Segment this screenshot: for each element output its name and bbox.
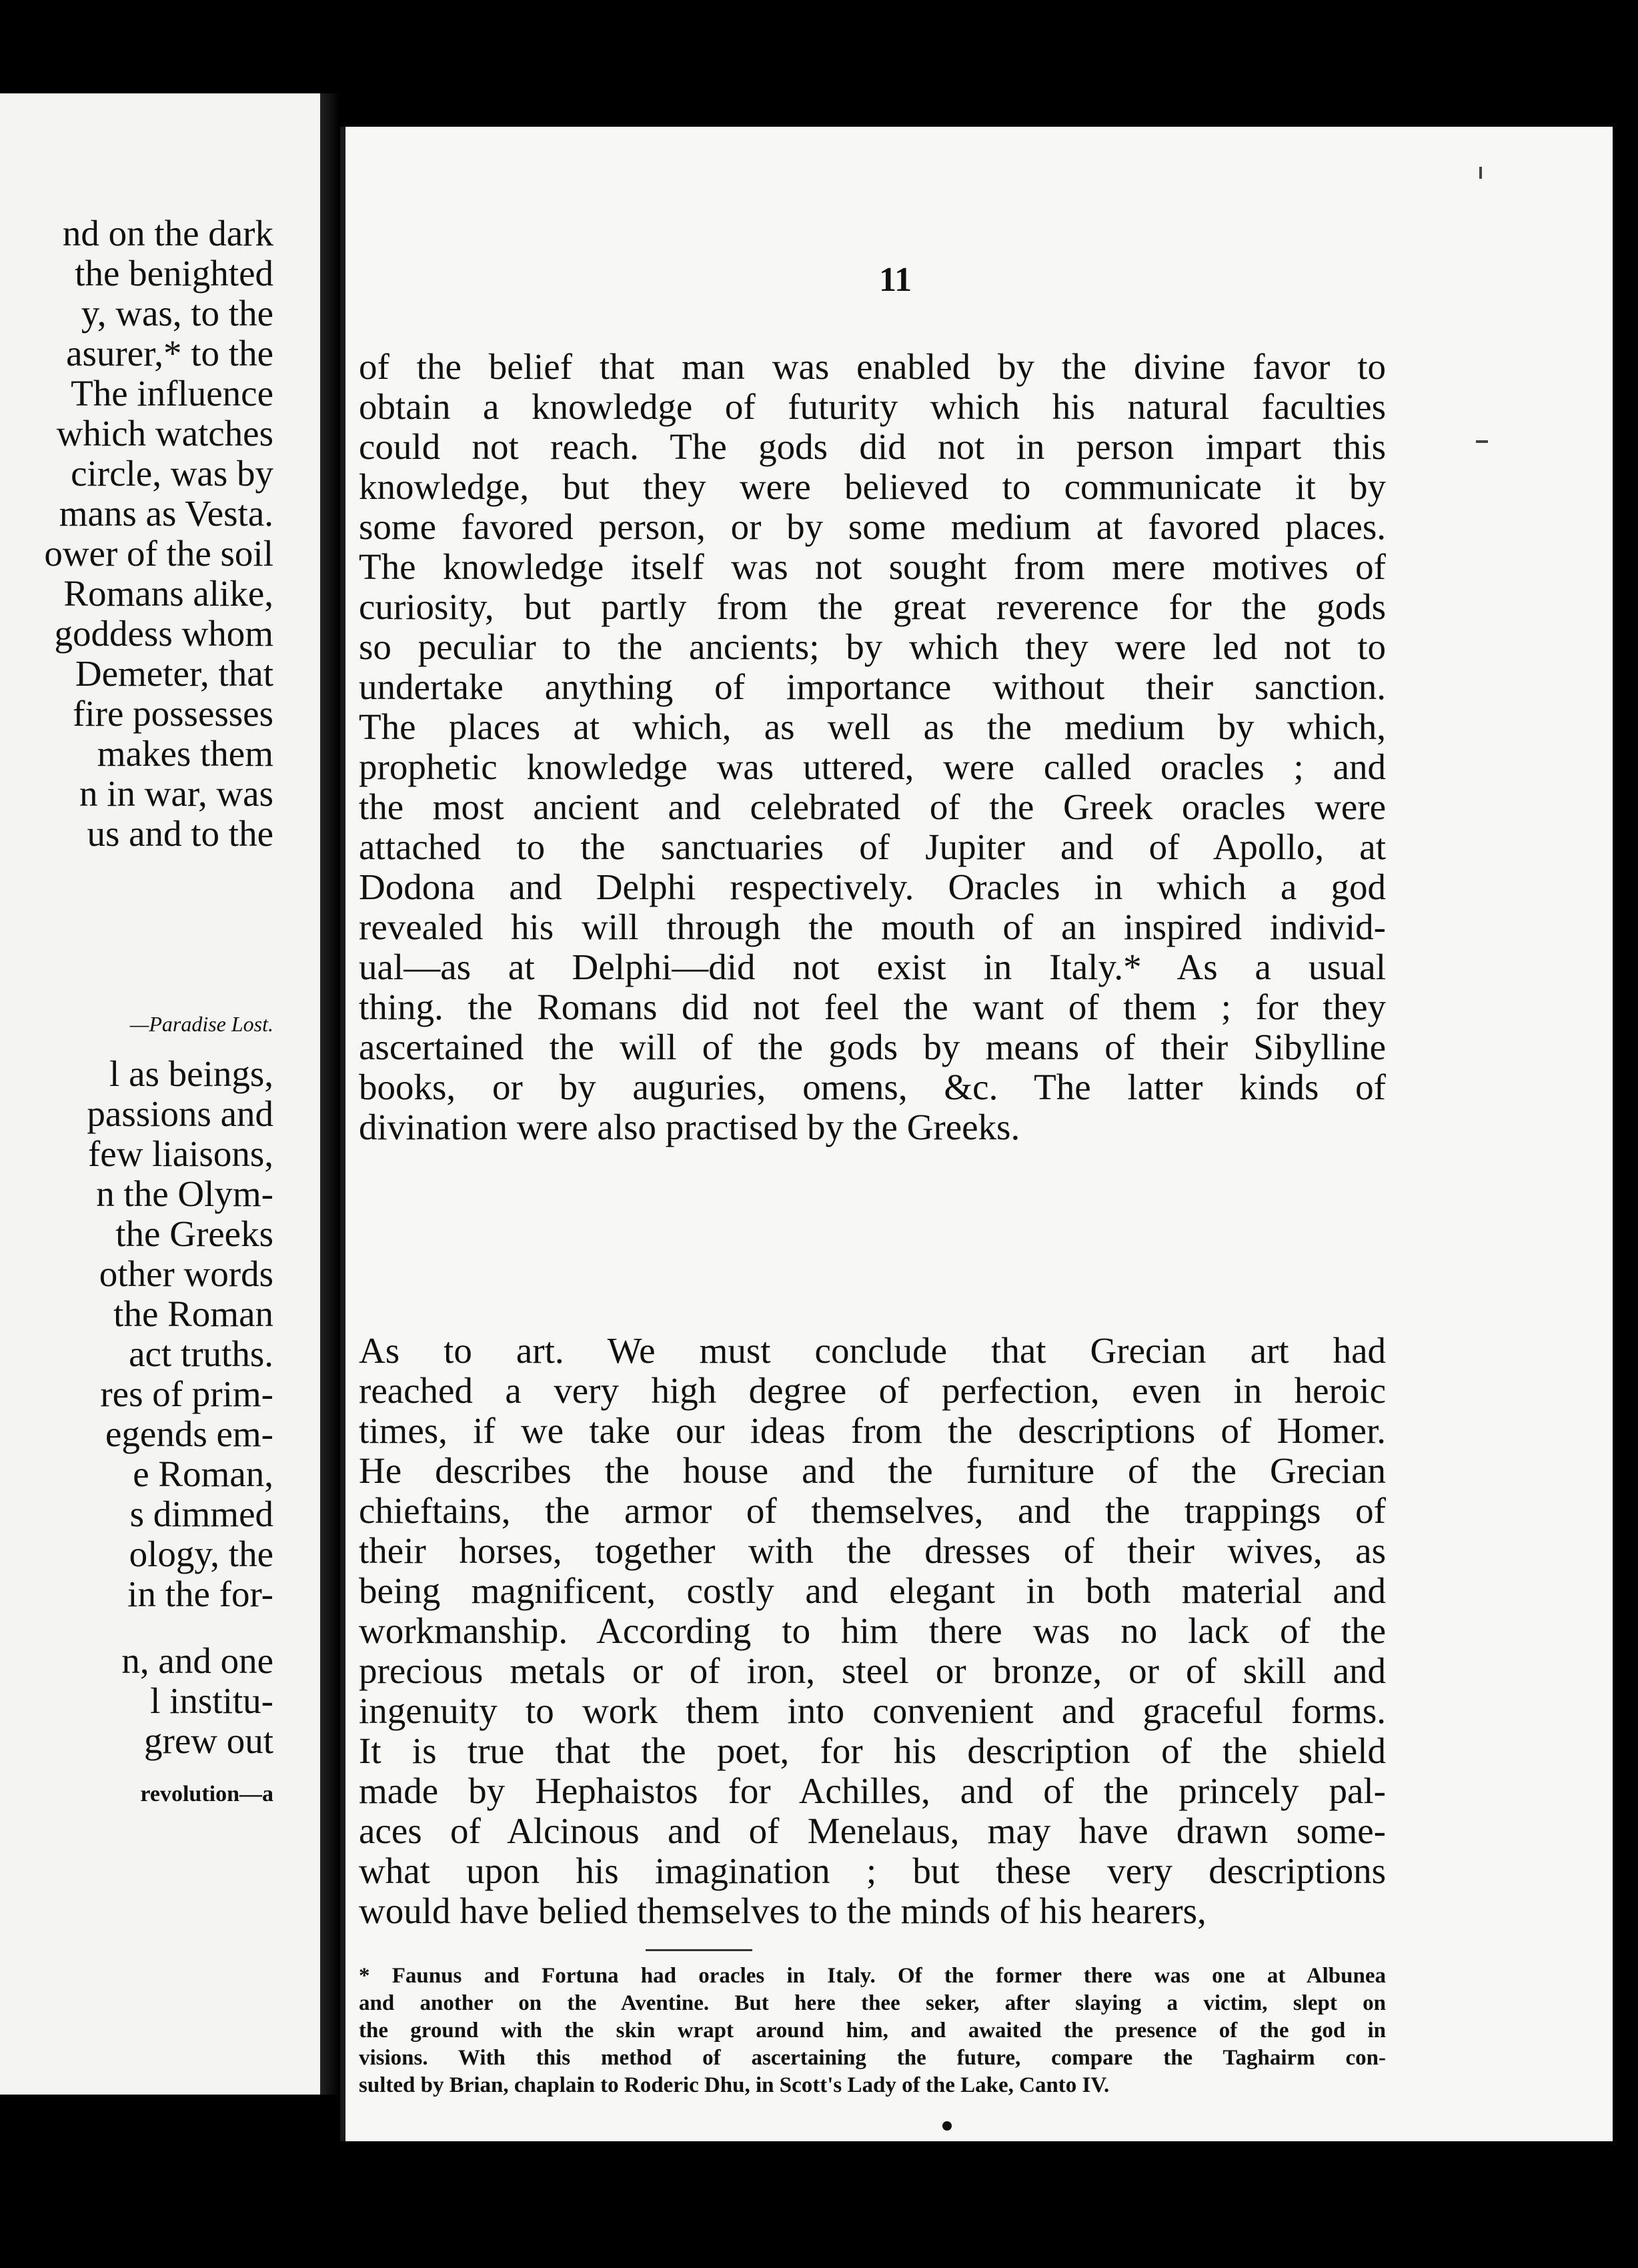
left-page-line: mans as Vesta. — [59, 493, 273, 534]
book-gutter — [320, 93, 340, 2095]
text-line: visions. With this method of ascertaining the future, compare the Taghairm con- — [359, 2046, 1386, 2070]
left-page-line: s dimmed — [129, 1494, 273, 1534]
text-line: the most ancient and celebrated of the Greek oracles were — [359, 786, 1386, 827]
text-line: workmanship. According to him there was no lack of the — [359, 1610, 1386, 1651]
left-page-line: grew out — [144, 1720, 273, 1761]
text-line: undertake anything of importance without their sanction. — [359, 666, 1386, 707]
left-page-line: goddess whom — [54, 613, 273, 654]
text-line: thing. the Romans did not feel the want of them ; for they — [359, 987, 1386, 1027]
left-page-line: nd on the dark — [62, 213, 273, 253]
text-line: could not reach. The gods did not in person impart this — [359, 426, 1386, 467]
left-page-line: —Paradise Lost. — [129, 1012, 273, 1036]
text-line: the ground with the skin wrapt around him, and awaited the presence of the god in — [359, 2019, 1386, 2043]
page-number: 11 — [879, 261, 912, 299]
text-line: ual—as at Delphi—did not exist in Italy.* As a usual — [359, 947, 1386, 987]
text-line: their horses, together with the dresses of their wives, as — [359, 1530, 1386, 1571]
left-page-line: the benighted — [75, 253, 273, 294]
text-line: divination were also practised by the Greeks. — [359, 1107, 1020, 1147]
text-line: of the belief that man was enabled by the divine favor to — [359, 346, 1386, 387]
text-line: As to art. We must conclude that Grecian art had — [359, 1330, 1386, 1371]
footnote-rule — [646, 1949, 752, 1951]
text-line: being magnificent, costly and elegant in both material and — [359, 1570, 1386, 1611]
text-line: He describes the house and the furniture of the Grecian — [359, 1450, 1386, 1491]
paragraph-art — [359, 1331, 1386, 1931]
left-page-line: asurer,* to the — [66, 333, 273, 374]
text-line: curiosity, but partly from the great reverence for the gods — [359, 586, 1386, 627]
left-page-line: l institu- — [150, 1680, 273, 1721]
paragraph-oracles — [359, 347, 1386, 1147]
text-line: chieftains, the armor of themselves, and the trappings of — [359, 1490, 1386, 1531]
ink-dot — [942, 2121, 952, 2131]
text-line: books, or by auguries, omens, &c. The latter kinds of — [359, 1067, 1386, 1107]
footnote — [359, 1962, 1386, 2099]
text-line: * Faunus and Fortuna had oracles in Italy. Of the former there was one at Albunea — [359, 1964, 1386, 1988]
text-line: and another on the Aventine. But here thee seker, after slaying a victim, slept on — [359, 1991, 1386, 2015]
left-page-line: Romans alike, — [63, 573, 273, 614]
left-page-line: n the Olym- — [96, 1173, 273, 1214]
text-line: obtain a knowledge of futurity which his natural faculties — [359, 386, 1386, 427]
left-page-line: revolution—a — [140, 1782, 273, 1806]
left-page-line: makes them — [97, 733, 273, 774]
text-line: It is true that the poet, for his description of the shield — [359, 1730, 1386, 1771]
left-page-line: n, and one — [121, 1640, 273, 1681]
left-page-line: n in war, was — [79, 773, 273, 814]
left-page-line: The influence — [71, 373, 273, 414]
left-page-line: us and to the — [87, 813, 273, 854]
left-page-line: e Roman, — [133, 1454, 273, 1494]
scan-speck — [1479, 167, 1482, 179]
left-page-line: ower of the soil — [44, 533, 273, 574]
scan-speck — [1476, 440, 1488, 443]
left-page-line: passions and — [87, 1093, 273, 1134]
text-line: prophetic knowledge was uttered, were called oracles ; and — [359, 746, 1386, 787]
text-line: made by Hephaistos for Achilles, and of the princely pal- — [359, 1770, 1386, 1811]
left-page-line: egends em- — [105, 1413, 273, 1454]
text-line: ascertained the will of the gods by means of their Sibylline — [359, 1027, 1386, 1067]
text-line: aces of Alcinous and of Menelaus, may have drawn some- — [359, 1810, 1386, 1851]
text-line: times, if we take our ideas from the descriptions of Homer. — [359, 1410, 1386, 1451]
left-page-line: fire possesses — [73, 693, 273, 734]
left-page-line: which watches — [56, 413, 273, 454]
text-line: ingenuity to work them into convenient and graceful forms. — [359, 1690, 1386, 1731]
text-line: Dodona and Delphi respectively. Oracles in which a god — [359, 867, 1386, 907]
left-page-line: y, was, to the — [81, 293, 273, 334]
text-line: knowledge, but they were believed to communicate it by — [359, 466, 1386, 507]
text-line: attached to the sanctuaries of Jupiter and of Apollo, at — [359, 826, 1386, 867]
left-page-line: other words — [99, 1253, 273, 1294]
left-page-line: ology, the — [129, 1534, 273, 1574]
left-page-line: in the for- — [127, 1574, 273, 1614]
left-page-line: the Roman — [113, 1293, 273, 1334]
text-line: so peculiar to the ancients; by which they were led not to — [359, 626, 1386, 667]
right-page — [340, 127, 1613, 2141]
left-page-line: res of prim- — [100, 1373, 273, 1414]
text-line: The knowledge itself was not sought from mere motives of — [359, 546, 1386, 587]
text-line: The places at which, as well as the medium by which, — [359, 706, 1386, 747]
text-line: revealed his will through the mouth of an inspired individ- — [359, 907, 1386, 947]
text-line: what upon his imagination ; but these very descriptions — [359, 1850, 1386, 1891]
text-line: some favored person, or by some medium at favored places. — [359, 506, 1386, 547]
left-page-line: the Greeks — [115, 1213, 273, 1254]
text-line: precious metals or of iron, steel or bronze, or of skill and — [359, 1650, 1386, 1691]
text-line: would have belied themselves to the minds of his hearers, — [359, 1890, 1206, 1931]
left-page-line: circle, was by — [71, 453, 273, 494]
left-page-line: Demeter, that — [75, 653, 273, 694]
left-page-fragment — [0, 93, 320, 2095]
text-line: sulted by Brian, chaplain to Roderic Dhu, in Scott's Lady of the Lake, Canto IV. — [359, 2073, 1110, 2097]
left-page-line: l as beings, — [109, 1053, 273, 1094]
left-page-line: act truths. — [129, 1333, 273, 1374]
text-line: reached a very high degree of perfection, even in heroic — [359, 1370, 1386, 1411]
left-page-line: few liaisons, — [87, 1133, 273, 1174]
